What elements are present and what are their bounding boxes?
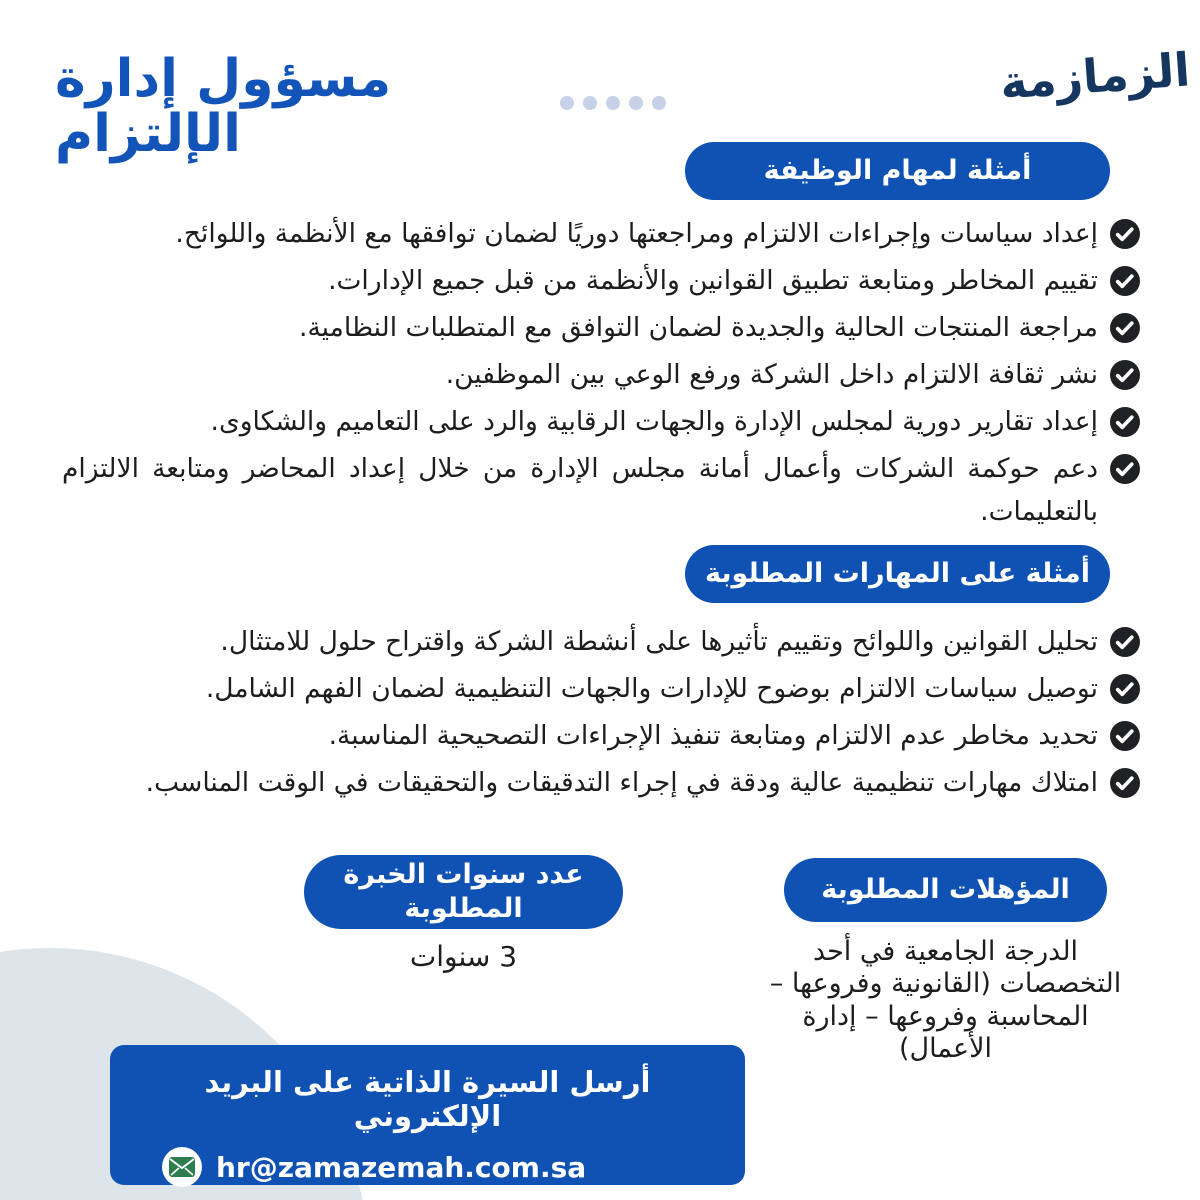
- list-item: [62, 212, 1140, 255]
- experience-badge-label: عدد سنوات الخبرة المطلوبة: [343, 859, 584, 924]
- skills-badge-label: أمثلة على المهارات المطلوبة: [705, 558, 1091, 590]
- skill-text: تحديد مخاطر عدم الالتزام ومتابعة تنفيذ الإجراءات التصحيحية المناسبة.: [328, 720, 1098, 751]
- tasks-list: [62, 212, 1140, 533]
- check-icon: [1110, 674, 1140, 704]
- dot: [606, 96, 620, 110]
- check-icon: [1110, 313, 1140, 343]
- dot: [560, 96, 574, 110]
- qualifications-badge-label: المؤهلات المطلوبة: [821, 874, 1070, 906]
- list-item: [62, 714, 1140, 757]
- check-icon: [1110, 360, 1140, 390]
- qualifications-section-badge: [784, 858, 1107, 922]
- task-text: دعم حوكمة الشركات وأعمال أمانة مجلس الإدارة من خلال إعداد المحاضر ومتابعة الالتزام بالتعليمات.: [62, 453, 1098, 527]
- list-item: [62, 400, 1140, 443]
- title-dots-decoration: [560, 96, 666, 110]
- list-item: [62, 447, 1140, 533]
- task-text: إعداد تقارير دورية لمجلس الإدارة والجهات الرقابية والرد على التعاميم والشكاوى.: [210, 406, 1098, 437]
- page-title: مسؤول إدارة الإلتزام: [55, 49, 392, 164]
- task-text: إعداد سياسات وإجراءات الالتزام ومراجعتها دوريًا لضمان توافقها مع الأنظمة واللوائح.: [175, 218, 1098, 249]
- task-text: نشر ثقافة الالتزام داخل الشركة ورفع الوعي بين الموظفين.: [445, 359, 1098, 390]
- task-text: مراجعة المنتجات الحالية والجديدة لضمان التوافق مع المتطلبات النظامية.: [299, 312, 1098, 343]
- envelope-icon: [162, 1147, 202, 1187]
- skill-text: تحليل القوانين واللوائح وتقييم تأثيرها على أنشطة الشركة واقتراح حلول للامتثال.: [220, 626, 1098, 657]
- contact-heading: أرسل السيرة الذاتية على البريد الإلكتروني: [204, 1065, 651, 1133]
- company-logo-calligraphy: الزمازمة: [998, 42, 1192, 110]
- tasks-section-badge: [685, 142, 1110, 200]
- check-icon: [1110, 627, 1140, 657]
- email-address[interactable]: hr@zamazemah.com.sa: [216, 1150, 587, 1184]
- task-text: تقييم المخاطر ومتابعة تطبيق القوانين والأنظمة من قبل جميع الإدارات.: [328, 265, 1098, 296]
- check-icon: [1110, 454, 1140, 484]
- qualifications-value: الدرجة الجامعية في أحد التخصصات (القانونية وفروعها – المحاسبة وفروعها – إدارة الأعمال): [769, 936, 1122, 1065]
- email-row[interactable]: [162, 1147, 745, 1187]
- check-icon: [1110, 407, 1140, 437]
- list-item: [62, 620, 1140, 663]
- skills-section-badge: [685, 545, 1110, 603]
- list-item: [62, 667, 1140, 710]
- check-icon: [1110, 219, 1140, 249]
- skill-text: امتلاك مهارات تنظيمية عالية ودقة في إجراء التدقيقات والتحقيقات في الوقت المناسب.: [145, 767, 1098, 798]
- skill-text: توصيل سياسات الالتزام بوضوح للإدارات والجهات التنظيمية لضمان الفهم الشامل.: [205, 673, 1098, 704]
- skills-list: [62, 620, 1140, 804]
- dot: [629, 96, 643, 110]
- experience-value: 3 سنوات: [409, 940, 518, 973]
- dot: [652, 96, 666, 110]
- tasks-badge-label: أمثلة لمهام الوظيفة: [763, 155, 1032, 187]
- list-item: [62, 259, 1140, 302]
- list-item: [62, 353, 1140, 396]
- check-icon: [1110, 721, 1140, 751]
- check-icon: [1110, 768, 1140, 798]
- check-icon: [1110, 266, 1140, 296]
- experience-section-badge: [304, 855, 623, 929]
- list-item: [62, 306, 1140, 349]
- contact-box: [110, 1045, 745, 1185]
- list-item: [62, 761, 1140, 804]
- dot: [583, 96, 597, 110]
